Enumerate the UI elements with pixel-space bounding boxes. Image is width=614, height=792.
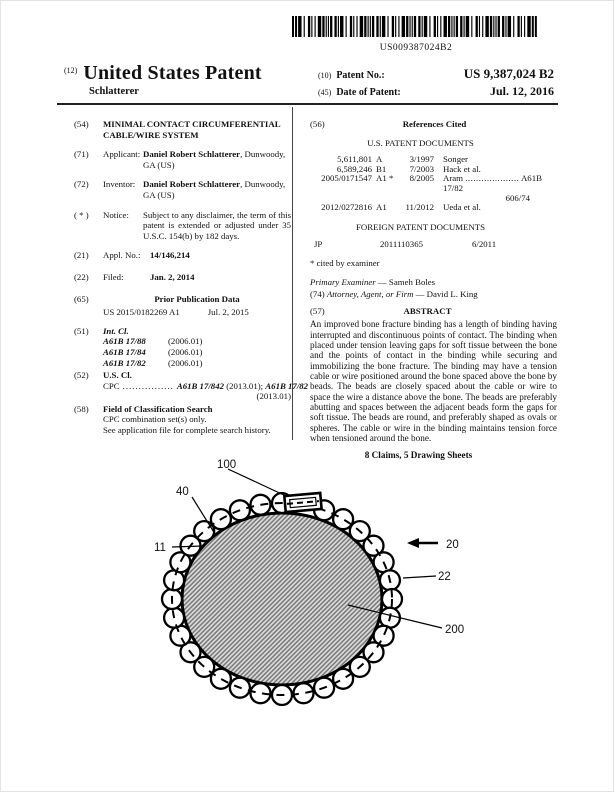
invention-title-line1: MINIMAL CONTACT CIRCUMFERENTIAL [103, 119, 281, 129]
applicant-name: Daniel Robert Schlatterer [143, 149, 241, 160]
classification-code: A61B 17/82 [443, 173, 542, 193]
attorney-name: — David L. King [413, 289, 478, 300]
prior-publication-heading: Prior Publication Data [154, 293, 240, 304]
ref-label-20: 20 [446, 539, 459, 551]
us-patent-documents-heading: U.S. PATENT DOCUMENTS [367, 137, 474, 148]
publication-date: Jul. 2, 2015 [207, 307, 249, 318]
us-cl-heading: U.S. Cl. [103, 370, 132, 381]
field-number-12: (12) [64, 66, 78, 75]
inventor-location: GA (US) [143, 189, 175, 200]
filed-value: Jan. 2, 2014 [150, 271, 195, 282]
patent-number: US 9,387,024 B2 [463, 66, 554, 81]
us-patent-row: 6,589,246 B1 7/2003 Hack et al. [336, 163, 481, 174]
publication-number: US 2015/0182269 A1 [103, 307, 180, 318]
ref-label-22: 22 [438, 571, 451, 583]
leader-22 [403, 576, 436, 578]
classification-continuation: 606/74 [505, 192, 530, 203]
cpc-continuation: (2013.01) [256, 391, 291, 402]
us-patent-row: 2005/0171547 A1 * 8/2005 Aram .................... A61B 17/82 [321, 173, 542, 193]
field-58-classification-search: (58) Field of Classification Search CPC combination set(s) only. See application file for complete search history. [74, 404, 291, 436]
field-number-10: (10) [318, 71, 332, 80]
us-patent-row: 5,611,801 A 3/1997 Songer [337, 154, 468, 165]
ref-label-100: 100 [217, 459, 237, 471]
field-notice: ( * ) Notice: Subject to any disclaimer, the term of this patent is extended or adjusted under 35 U.S.C. 154(b) by 182 days. [74, 209, 291, 241]
abstract-heading-row: (57) ABSTRACT [310, 306, 557, 317]
foreign-patent-documents-heading: FOREIGN PATENT DOCUMENTS [355, 221, 486, 232]
cpc-code-2: A61B 17/82 [265, 380, 309, 391]
appl-no-value: 14/146,214 [150, 250, 190, 261]
date-of-patent-label: Date of Patent: [336, 87, 401, 98]
references-cited-heading: References Cited [402, 119, 467, 129]
cpc-code-1: A61B 17/842 [176, 380, 224, 391]
field-71-applicant: (71) Applicant: Daniel Robert Schlatterer, Dunwoody, GA (US) [74, 149, 286, 170]
primary-examiner-line: Primary Examiner — Sameh Boles [310, 276, 436, 287]
cited-by-examiner-note: * cited by examiner [310, 257, 380, 268]
inventor-surname: Schlatterer [89, 86, 139, 97]
field-51-int-cl: (51) Int. Cl. A61B 17/88 (2006.01) A61B 17/84 (2006.01) A61B 17/82 (2006.01) [74, 326, 291, 368]
examiner-name: — Sameh Boles [375, 276, 436, 287]
barcode-number: US009387024B2 [379, 43, 453, 53]
ref-label-11: 11 [154, 542, 166, 554]
arrow-20 [407, 538, 438, 548]
filed-label: Filed: [103, 271, 124, 282]
cpc-label: CPC [103, 380, 120, 391]
field-22-filed: (22) Filed: Jan. 2, 2014 [74, 271, 195, 282]
attorney-line: (74) Attorney, Agent, or Firm — David L. King [310, 289, 478, 300]
inventor-label: Inventor: [103, 179, 136, 190]
leader-100 [228, 469, 286, 496]
field-number-45: (45) [318, 88, 332, 97]
abstract-heading: ABSTRACT [403, 305, 452, 316]
int-cl-heading: Int. Cl. [103, 325, 129, 336]
applicant-location: GA (US) [143, 159, 175, 170]
patent-no-label: Patent No.: [336, 70, 385, 81]
crimp-clamp [284, 493, 321, 512]
notice-text: Subject to any disclaimer, the term of this patent is extended or adjusted under 35 U.S.C. 154(b) by 182 days. [143, 209, 291, 241]
field-65-prior-publication: (65) Prior Publication Data US 2015/0182269 A1 Jul. 2, 2015 [74, 294, 291, 318]
us-patent-row: 2012/0272816 A1 11/2012 Ueda et al. [321, 202, 481, 213]
ref-label-40: 40 [176, 486, 189, 498]
field-search-line2: See application file for complete search history. [103, 425, 271, 436]
field-52-us-cl: (52) U.S. Cl. CPC ................ A61B 17/842 (2013.01); A61B 17/82 (2013.01) [74, 370, 309, 402]
date-of-patent: Jul. 12, 2016 [489, 84, 554, 98]
bead [333, 669, 353, 689]
field-21-appl-no: (21) Appl. No.: 14/146,214 [74, 250, 190, 261]
abstract-text: An improved bone fracture binding has a length of binding having interrupted and discontinuous points of contact. The binding when placed under tension leaving gaps for soft tissue between the bone and the points of contact in the binding while securing and immobilizing the bone fracture. The binding may have a tension cable or wire positioned around the bone spaced above the bone by beads. The beads are closely spaced about the cable or wire to space the wire a distance above the bone. The beads are preferably abutting and spaces between the adjacent beads form the gaps for soft tissue. The beads are round, and preferably shaped as ovals or spheres. The cable or wire in the binding maintains tension force when tensioned around the bone. [310, 319, 557, 444]
int-cl-code: A61B 17/88 [103, 336, 146, 347]
field-search-line1: CPC combination set(s) only. [103, 414, 207, 425]
applicant-label: Applicant: [103, 149, 141, 160]
field-56-references: (56) References Cited [310, 119, 557, 130]
inventor-name: Daniel Robert Schlatterer [143, 179, 241, 190]
appl-no-label: Appl. No.: [103, 250, 141, 261]
field-search-heading: Field of Classification Search [103, 403, 213, 414]
page-title: United States Patent [83, 62, 262, 84]
field-72-inventor: (72) Inventor: Daniel Robert Schlatterer, Dunwoody, GA (US) [74, 179, 286, 200]
claims-drawing-sheets-line: 8 Claims, 5 Drawing Sheets [364, 450, 473, 461]
ref-label-200: 200 [445, 624, 465, 636]
int-cl-code: A61B 17/82 [103, 357, 146, 368]
notice-label: Notice: [103, 209, 129, 220]
int-cl-code: A61B 17/84 [103, 346, 146, 357]
invention-title-line2: CABLE/WIRE SYSTEM [103, 129, 199, 140]
foreign-patent-row: JP 2011110365 6/2011 [314, 239, 497, 250]
field-54-title: (54) MINIMAL CONTACT CIRCUMFERENTIAL CABLE/WIRE SYSTEM [74, 119, 281, 140]
